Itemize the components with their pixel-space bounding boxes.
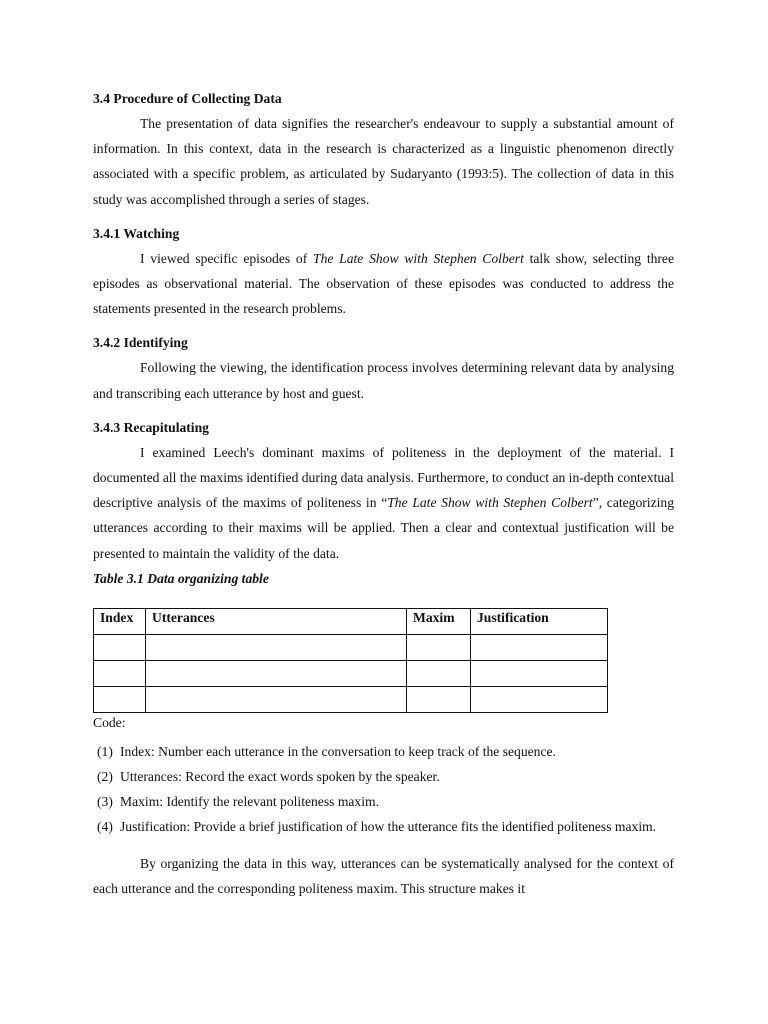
- table-cell: [94, 634, 146, 660]
- recapitulating-text-before: I examined Leech's dominant maxims of politeness in the deployment of the material. I documented all the maxims identified during data analysis. Furthermore, to conduct an in-depth contextual descriptive analysis of the maxims of politeness in “: [93, 444, 674, 511]
- data-organizing-table: [93, 608, 608, 713]
- section-heading: 3.4 Procedure of Collecting Data: [93, 91, 282, 106]
- table-cell: [146, 686, 407, 712]
- code-item-number: (4): [97, 819, 113, 835]
- table-cell: [146, 634, 407, 660]
- code-item-text: Utterances: Record the exact words spoken by the speaker.: [120, 769, 440, 785]
- list-item: [93, 789, 674, 814]
- watching-text-before: I viewed specific episodes of: [140, 250, 314, 266]
- table-cell: [471, 686, 608, 712]
- table-cell: [407, 686, 471, 712]
- table-cell: [94, 686, 146, 712]
- recapitulating-text-after: ”, categorizing utterances according to their maxims will be applied. Then a clear and contextual justification will be presented to maintain the validity of the data.: [93, 495, 674, 561]
- code-item-text: Justification: Provide a brief justification of how the utterance fits the identified politeness maxim.: [120, 819, 657, 835]
- table-row: [94, 686, 608, 712]
- table-caption: Table 3.1 Data organizing table: [93, 570, 269, 586]
- table-header-index: Index: [94, 608, 146, 634]
- table-row: [94, 634, 608, 660]
- table-cell: [471, 660, 608, 686]
- identifying-heading: 3.4.2 Identifying: [93, 335, 188, 351]
- table-cell: [146, 660, 407, 686]
- table-row: [94, 660, 608, 686]
- page-content: [93, 86, 674, 901]
- table-header-utterances: Utterances: [146, 608, 407, 634]
- list-item: [93, 764, 674, 789]
- list-item: [93, 739, 674, 764]
- recapitulating-paragraph: [93, 440, 674, 566]
- section-intro-paragraph: The presentation of data signifies the researcher's endeavour to supply a substantial amount of information. In this context, data in the research is characterized as a linguistic phenomenon directly associated with a specific problem, as articulated by Sudaryanto (1993:5). The collection of data in this study was accomplished through a series of stages.: [93, 116, 674, 207]
- list-item: [93, 814, 674, 839]
- watching-paragraph: [93, 246, 674, 322]
- table-header-row: [94, 608, 608, 634]
- watching-text-after: talk show, selecting three episodes as observational material. The observation of these episodes was conducted to address the statements presented in the research problems.: [93, 250, 674, 317]
- closing-paragraph: By organizing the data in this way, utterances can be systematically analysed for the context of each utterance and the corresponding politeness maxim. This structure makes it: [93, 855, 674, 896]
- code-label: Code:: [93, 714, 126, 730]
- recapitulating-heading: 3.4.3 Recapitulating: [93, 419, 209, 435]
- code-item-number: (2): [97, 769, 113, 785]
- table-cell: [407, 634, 471, 660]
- table-cell: [471, 634, 608, 660]
- table-cell: [94, 660, 146, 686]
- recapitulating-show-title: The Late Show with Stephen Colbert: [387, 495, 593, 511]
- code-item-number: (1): [97, 743, 113, 759]
- watching-heading: 3.4.1 Watching: [93, 225, 180, 241]
- table-header-maxim: Maxim: [407, 608, 471, 634]
- table-cell: [407, 660, 471, 686]
- identifying-paragraph: Following the viewing, the identification process involves determining relevant data by analysing and transcribing each utterance by host and guest.: [93, 360, 674, 401]
- watching-show-title: The Late Show with Stephen Colbert: [313, 250, 524, 266]
- code-item-text: Maxim: Identify the relevant politeness maxim.: [120, 794, 379, 810]
- code-list: [93, 739, 674, 840]
- table-header-justification: Justification: [471, 608, 608, 634]
- code-item-number: (3): [97, 794, 113, 810]
- code-item-text: Index: Number each utterance in the conversation to keep track of the sequence.: [120, 743, 556, 759]
